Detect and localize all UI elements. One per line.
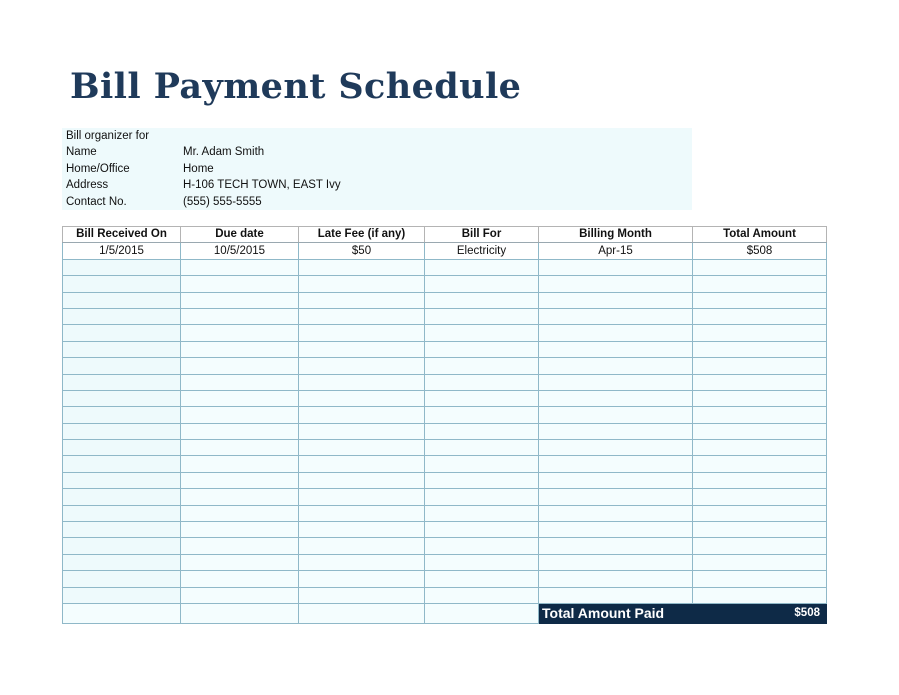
cell-late-fee[interactable]: [299, 407, 425, 423]
cell-due-date[interactable]: [181, 390, 299, 406]
cell-late-fee[interactable]: [299, 292, 425, 308]
cell-late-fee[interactable]: [299, 489, 425, 505]
cell-late-fee[interactable]: [299, 440, 425, 456]
table-row: [63, 374, 827, 390]
cell-billing-month[interactable]: [539, 390, 693, 406]
cell-bill-received-on[interactable]: [63, 341, 181, 357]
table-row: [63, 440, 827, 456]
cell-bill-received-on[interactable]: [63, 407, 181, 423]
table-row: [63, 259, 827, 275]
table-row: [63, 571, 827, 587]
cell-due-date[interactable]: [181, 440, 299, 456]
cell-bill-for[interactable]: [425, 522, 539, 538]
cell-due-date[interactable]: [181, 505, 299, 521]
cell-billing-month[interactable]: [539, 489, 693, 505]
cell-due-date[interactable]: [181, 374, 299, 390]
info-heading: Bill organizer for: [66, 130, 150, 142]
cell-total-amount[interactable]: [693, 358, 827, 374]
cell-due-date[interactable]: [181, 407, 299, 423]
cell-bill-received-on[interactable]: [63, 472, 181, 488]
cell-bill-for[interactable]: [425, 325, 539, 341]
cell-bill-for[interactable]: [425, 587, 539, 603]
cell-due-date[interactable]: [181, 489, 299, 505]
table-row: [63, 407, 827, 423]
cell-bill-received-on[interactable]: [63, 390, 181, 406]
cell-total-amount[interactable]: [693, 308, 827, 324]
table-body: [63, 243, 827, 604]
cell-due-date[interactable]: [181, 308, 299, 324]
cell-billing-month[interactable]: [539, 505, 693, 521]
table-row: [63, 243, 827, 259]
cell-bill-received-on[interactable]: [63, 538, 181, 554]
cell-bill-for[interactable]: [425, 538, 539, 554]
cell-bill-received-on[interactable]: [63, 489, 181, 505]
cell-bill-received-on[interactable]: 1/5/2015: [63, 243, 181, 259]
cell-bill-received-on[interactable]: [63, 423, 181, 439]
cell-bill-received-on[interactable]: [63, 292, 181, 308]
cell-billing-month[interactable]: [539, 538, 693, 554]
contact-value[interactable]: (555) 555-5555: [183, 196, 262, 208]
cell-bill-for[interactable]: [425, 440, 539, 456]
cell-late-fee[interactable]: [299, 341, 425, 357]
cell-late-fee[interactable]: $50: [299, 243, 425, 259]
table-row: [63, 538, 827, 554]
table-row: [63, 489, 827, 505]
cell-total-amount[interactable]: [693, 341, 827, 357]
blank-cell[interactable]: [299, 603, 425, 623]
cell-bill-received-on[interactable]: [63, 259, 181, 275]
cell-bill-for[interactable]: Electricity: [425, 243, 539, 259]
cell-billing-month[interactable]: [539, 440, 693, 456]
cell-bill-for[interactable]: [425, 292, 539, 308]
column-header-due-date: Due date: [181, 227, 299, 243]
cell-late-fee[interactable]: [299, 423, 425, 439]
cell-late-fee[interactable]: [299, 505, 425, 521]
cell-due-date[interactable]: [181, 554, 299, 570]
home-office-label: Home/Office: [66, 163, 130, 175]
column-header-total-amount: Total Amount: [693, 227, 827, 243]
cell-late-fee[interactable]: [299, 259, 425, 275]
cell-billing-month[interactable]: [539, 374, 693, 390]
cell-billing-month[interactable]: [539, 407, 693, 423]
cell-bill-for[interactable]: [425, 489, 539, 505]
cell-due-date[interactable]: [181, 259, 299, 275]
cell-due-date[interactable]: [181, 587, 299, 603]
cell-late-fee[interactable]: [299, 587, 425, 603]
cell-bill-for[interactable]: [425, 308, 539, 324]
column-header-bill-received-on: Bill Received On: [63, 227, 181, 243]
cell-total-amount[interactable]: [693, 456, 827, 472]
cell-billing-month[interactable]: [539, 522, 693, 538]
bill-schedule-table: [62, 226, 827, 624]
cell-bill-for[interactable]: [425, 341, 539, 357]
table-row: [63, 554, 827, 570]
cell-due-date[interactable]: 10/5/2015: [181, 243, 299, 259]
cell-late-fee[interactable]: [299, 276, 425, 292]
cell-late-fee[interactable]: [299, 374, 425, 390]
total-amount-paid-value: $508: [693, 603, 827, 623]
address-value[interactable]: H-106 TECH TOWN, EAST Ivy: [183, 179, 341, 191]
cell-billing-month[interactable]: [539, 554, 693, 570]
cell-bill-received-on[interactable]: [63, 440, 181, 456]
table-row: [63, 325, 827, 341]
cell-due-date[interactable]: [181, 456, 299, 472]
cell-total-amount[interactable]: [693, 538, 827, 554]
cell-due-date[interactable]: [181, 292, 299, 308]
cell-due-date[interactable]: [181, 325, 299, 341]
cell-bill-received-on[interactable]: [63, 522, 181, 538]
cell-total-amount[interactable]: [693, 423, 827, 439]
cell-late-fee[interactable]: [299, 538, 425, 554]
table-row: [63, 358, 827, 374]
cell-billing-month[interactable]: [539, 325, 693, 341]
cell-total-amount[interactable]: [693, 472, 827, 488]
cell-bill-for[interactable]: [425, 505, 539, 521]
cell-late-fee[interactable]: [299, 456, 425, 472]
cell-total-amount[interactable]: $508: [693, 243, 827, 259]
cell-bill-for[interactable]: [425, 374, 539, 390]
cell-total-amount[interactable]: [693, 571, 827, 587]
cell-due-date[interactable]: [181, 472, 299, 488]
table-row: [63, 505, 827, 521]
cell-billing-month[interactable]: [539, 587, 693, 603]
cell-total-amount[interactable]: [693, 440, 827, 456]
cell-billing-month[interactable]: [539, 259, 693, 275]
cell-total-amount[interactable]: [693, 325, 827, 341]
cell-late-fee[interactable]: [299, 571, 425, 587]
cell-total-amount[interactable]: [693, 505, 827, 521]
total-row: [63, 603, 827, 623]
table-row: [63, 423, 827, 439]
cell-billing-month[interactable]: [539, 571, 693, 587]
cell-billing-month[interactable]: Apr-15: [539, 243, 693, 259]
column-header-late-fee: Late Fee (if any): [299, 227, 425, 243]
cell-billing-month[interactable]: [539, 423, 693, 439]
cell-due-date[interactable]: [181, 358, 299, 374]
contact-label: Contact No.: [66, 196, 127, 208]
cell-bill-received-on[interactable]: [63, 308, 181, 324]
cell-total-amount[interactable]: [693, 292, 827, 308]
cell-bill-received-on[interactable]: [63, 571, 181, 587]
cell-bill-received-on[interactable]: [63, 374, 181, 390]
table-row: [63, 456, 827, 472]
cell-billing-month[interactable]: [539, 308, 693, 324]
cell-total-amount[interactable]: [693, 407, 827, 423]
cell-late-fee[interactable]: [299, 472, 425, 488]
blank-cell[interactable]: [425, 603, 539, 623]
total-amount-paid-label: Total Amount Paid: [539, 603, 693, 623]
cell-total-amount[interactable]: [693, 522, 827, 538]
address-label: Address: [66, 179, 109, 191]
cell-bill-received-on[interactable]: [63, 554, 181, 570]
cell-due-date[interactable]: [181, 571, 299, 587]
cell-billing-month[interactable]: [539, 292, 693, 308]
table-header-row: [63, 227, 827, 243]
cell-total-amount[interactable]: [693, 554, 827, 570]
cell-billing-month[interactable]: [539, 276, 693, 292]
cell-late-fee[interactable]: [299, 390, 425, 406]
cell-total-amount[interactable]: [693, 276, 827, 292]
cell-due-date[interactable]: [181, 276, 299, 292]
cell-late-fee[interactable]: [299, 522, 425, 538]
name-value[interactable]: Mr. Adam Smith: [183, 146, 265, 158]
cell-late-fee[interactable]: [299, 554, 425, 570]
table-row: [63, 390, 827, 406]
cell-due-date[interactable]: [181, 538, 299, 554]
cell-bill-for[interactable]: [425, 554, 539, 570]
home-office-value[interactable]: Home: [183, 163, 214, 175]
cell-billing-month[interactable]: [539, 341, 693, 357]
cell-total-amount[interactable]: [693, 390, 827, 406]
cell-bill-for[interactable]: [425, 423, 539, 439]
cell-bill-for[interactable]: [425, 276, 539, 292]
cell-bill-for[interactable]: [425, 571, 539, 587]
cell-total-amount[interactable]: [693, 259, 827, 275]
column-header-billing-month: Billing Month: [539, 227, 693, 243]
cell-total-amount[interactable]: [693, 489, 827, 505]
cell-late-fee[interactable]: [299, 325, 425, 341]
cell-late-fee[interactable]: [299, 308, 425, 324]
cell-late-fee[interactable]: [299, 358, 425, 374]
cell-total-amount[interactable]: [693, 587, 827, 603]
cell-billing-month[interactable]: [539, 456, 693, 472]
name-label: Name: [66, 146, 97, 158]
table-row: [63, 292, 827, 308]
blank-cell[interactable]: [63, 603, 181, 623]
table-row: [63, 341, 827, 357]
cell-bill-received-on[interactable]: [63, 276, 181, 292]
table-row: [63, 522, 827, 538]
cell-due-date[interactable]: [181, 522, 299, 538]
cell-bill-received-on[interactable]: [63, 456, 181, 472]
table-row: [63, 587, 827, 603]
table-row: [63, 308, 827, 324]
cell-bill-received-on[interactable]: [63, 358, 181, 374]
cell-billing-month[interactable]: [539, 358, 693, 374]
table-row: [63, 276, 827, 292]
cell-bill-received-on[interactable]: [63, 325, 181, 341]
cell-due-date[interactable]: [181, 341, 299, 357]
cell-due-date[interactable]: [181, 423, 299, 439]
cell-bill-for[interactable]: [425, 358, 539, 374]
cell-bill-for[interactable]: [425, 472, 539, 488]
page-title: Bill Payment Schedule: [70, 66, 522, 107]
cell-bill-for[interactable]: [425, 259, 539, 275]
blank-cell[interactable]: [181, 603, 299, 623]
cell-bill-for[interactable]: [425, 390, 539, 406]
cell-billing-month[interactable]: [539, 472, 693, 488]
table-row: [63, 472, 827, 488]
bill-organizer-info: [62, 128, 692, 210]
cell-bill-received-on[interactable]: [63, 587, 181, 603]
column-header-bill-for: Bill For: [425, 227, 539, 243]
cell-bill-for[interactable]: [425, 407, 539, 423]
cell-bill-received-on[interactable]: [63, 505, 181, 521]
cell-bill-for[interactable]: [425, 456, 539, 472]
cell-total-amount[interactable]: [693, 374, 827, 390]
